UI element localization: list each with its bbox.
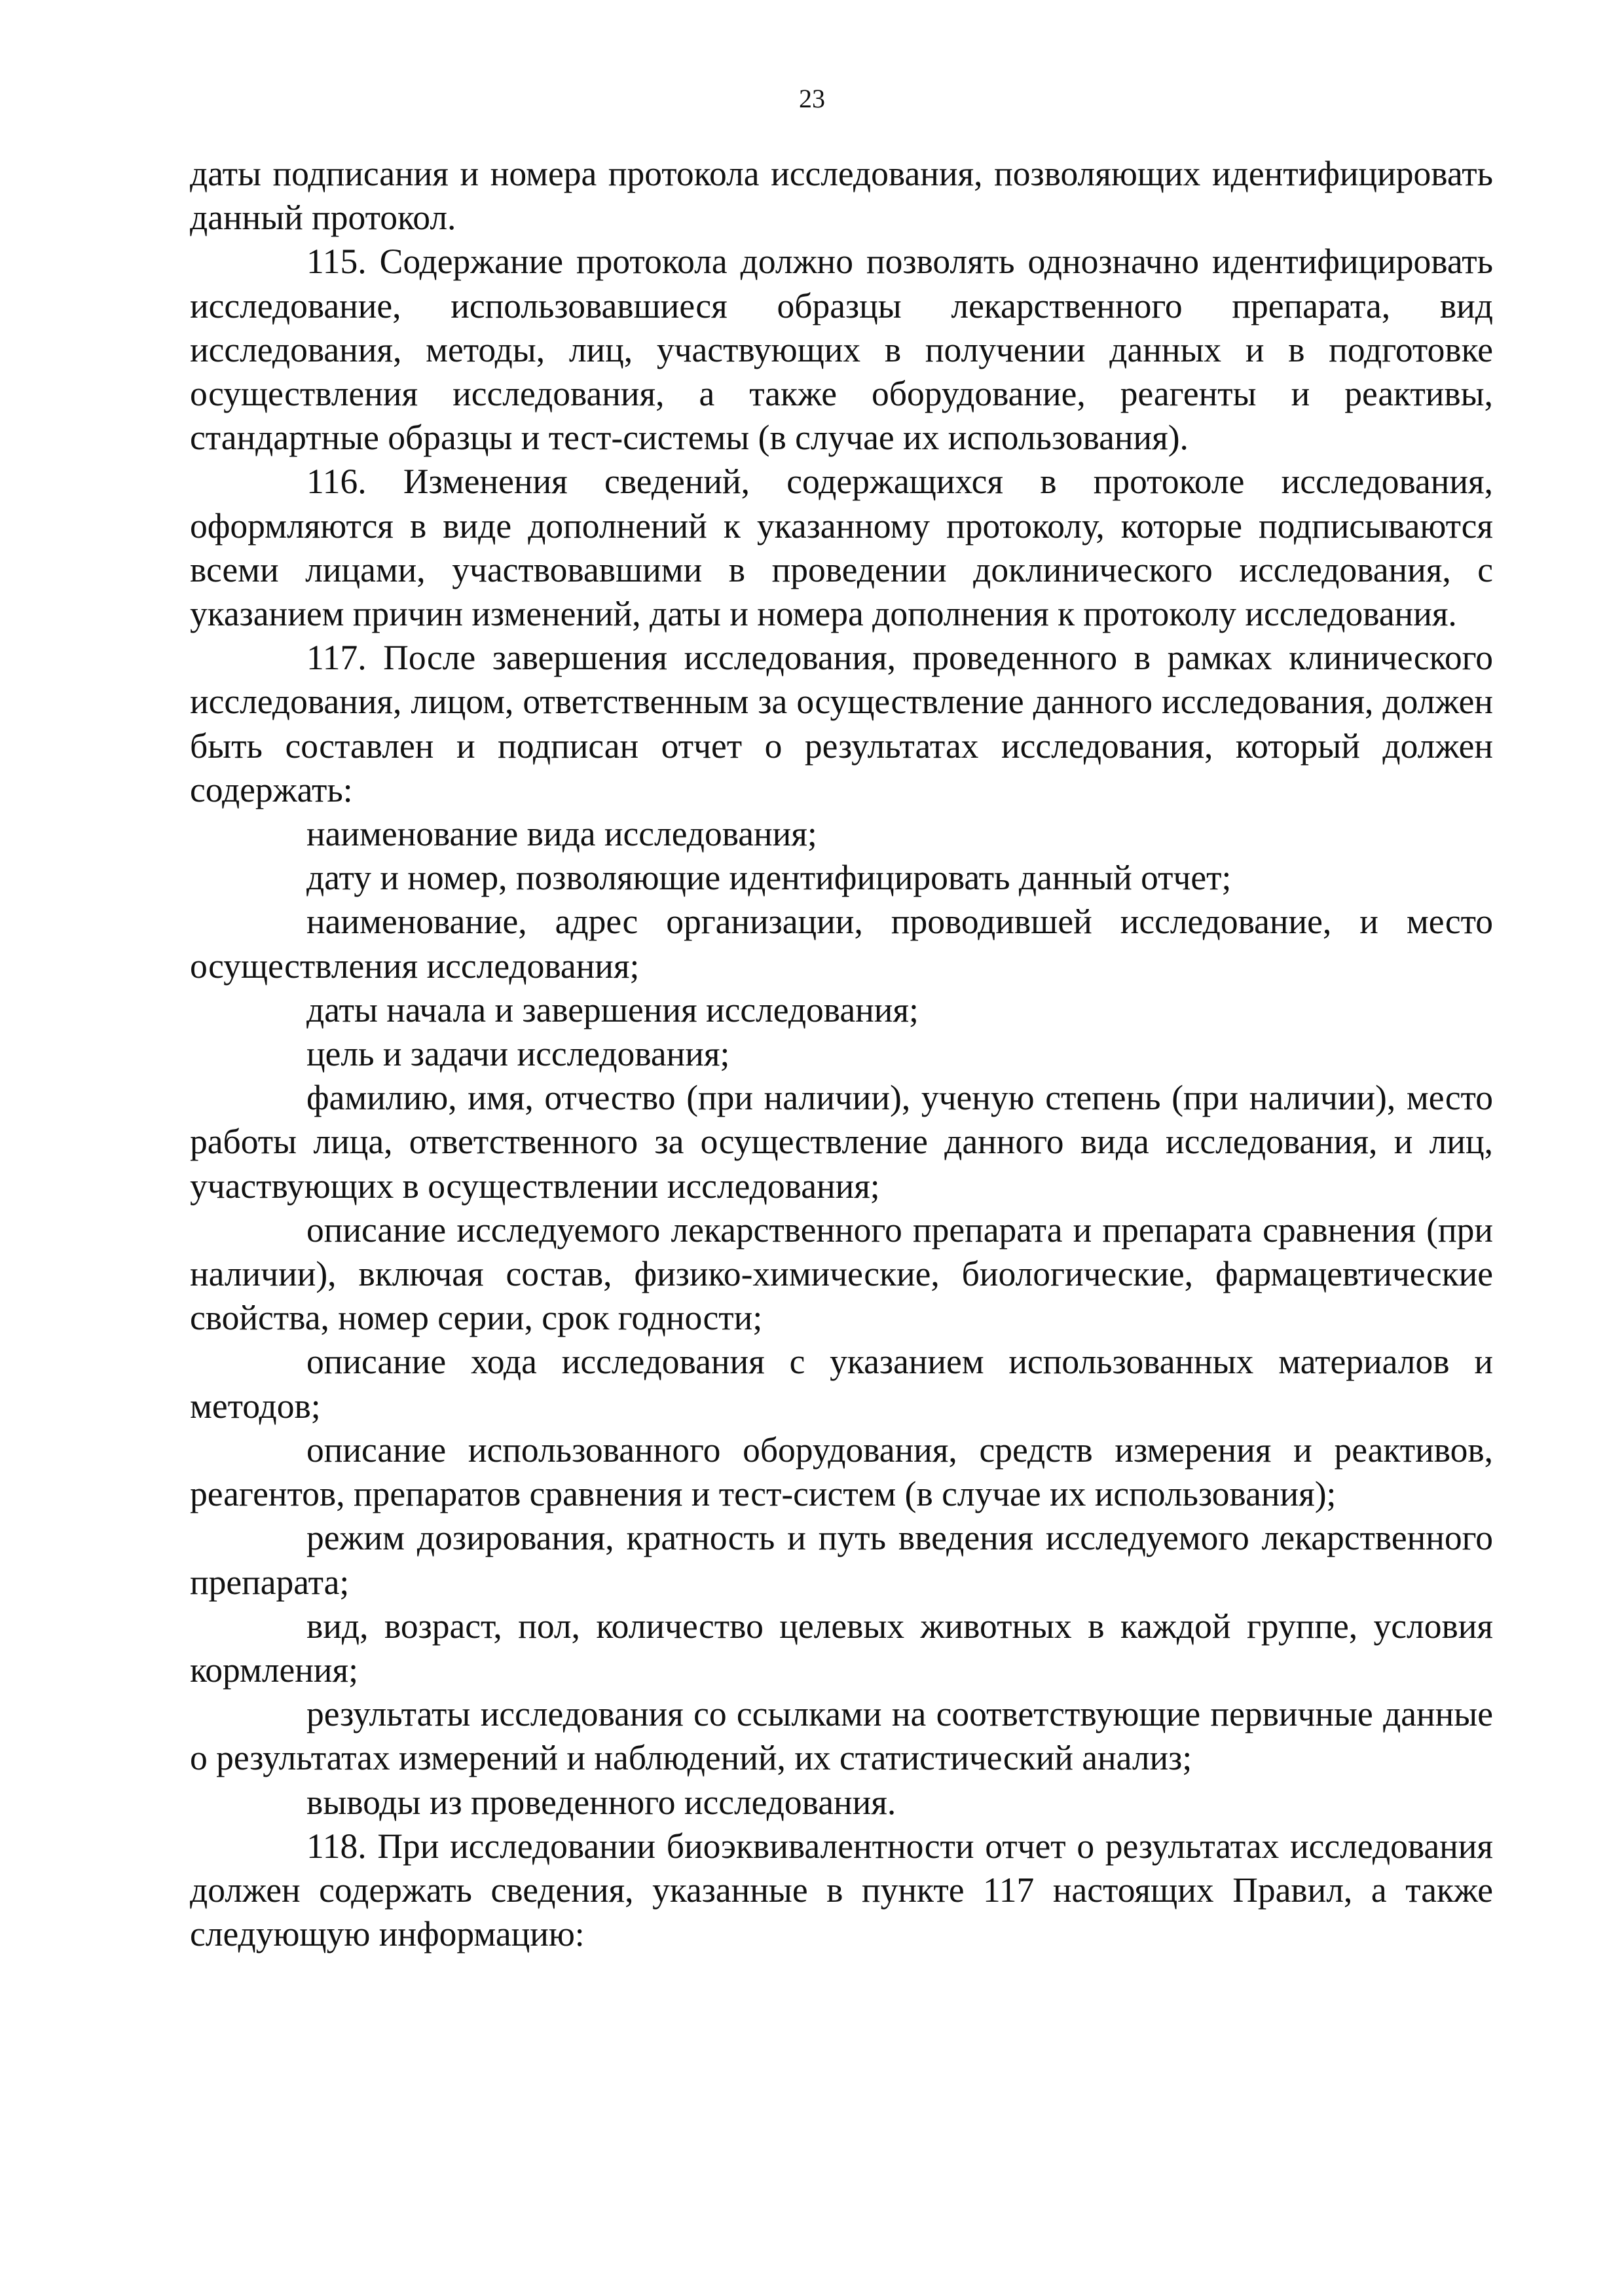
list-item: описание использованного оборудования, средств измерения и реактивов, реагентов, препаратов сравнения и тест-систем (в случае их использования); [190,1430,1493,1514]
paragraph-117: 117. После завершения исследования, проведенного в рамках клинического исследования, лицом, ответственным за осуществление данного исследования, должен быть составлен и подписан отчет о результатах исследования, который должен содержать: [190,638,1493,809]
list-item: режим дозирования, кратность и путь введения исследуемого лекарственного препарата; [190,1518,1493,1602]
list-item: результаты исследования со ссылками на соответствующие первичные данные о результатах измерений и наблюдений, их статистический анализ; [190,1694,1493,1778]
list-item: фамилию, имя, отчество (при наличии), ученую степень (при наличии), место работы лица, ответственного за осуществление данного вида исследования, и лиц, участвующих в осуществлении исследования; [190,1078,1493,1206]
list-item: описание исследуемого лекарственного препарата и препарата сравнения (при наличии), включая состав, физико-химические, биологические, фармацевтические свойства, номер серии, срок годности; [190,1210,1493,1338]
list-item: описание хода исследования с указанием использованных материалов и методов; [190,1342,1493,1426]
list-item: дату и номер, позволяющие идентифицировать данный отчет; [306,858,1232,898]
paragraph-115: 115. Содержание протокола должно позволять однозначно идентифицировать исследование, использовавшиеся образцы лекарственного препарата, вид исследования, методы, лиц, участвующих в получении данных и в подготовке осуществления исследования, а также оборудование, реагенты и реактивы, стандартные образцы и тест-системы (в случае их использования). [190,242,1493,458]
paragraph-116: 116. Изменения сведений, содержащихся в протоколе исследования, оформляются в виде дополнений к указанному протоколу, которые подписываются всеми лицами, участвовавшими в проведении доклинического исследования, с указанием причин изменений, даты и номера дополнения к протоколу исследования. [190,462,1493,634]
list-item: вид, возраст, пол, количество целевых животных в каждой группе, условия кормления; [190,1606,1493,1690]
paragraph-continuation: даты подписания и номера протокола исследования, позволяющих идентифицировать данный протокол. [190,154,1493,238]
list-item: цель и задачи исследования; [306,1034,730,1074]
page-number: 23 [799,84,825,113]
document-body [190,152,1493,1956]
list-item: даты начала и завершения исследования; [306,990,919,1029]
list-item: наименование вида исследования; [306,814,817,854]
list-item: выводы из проведенного исследования. [306,1782,896,1822]
list-item: наименование, адрес организации, проводившей исследование, и место осуществления исследования; [190,902,1493,986]
paragraph-118: 118. При исследовании биоэквивалентности отчет о результатах исследования должен содержать сведения, указанные в пункте 117 настоящих Правил, а также следующую информацию: [190,1826,1493,1954]
